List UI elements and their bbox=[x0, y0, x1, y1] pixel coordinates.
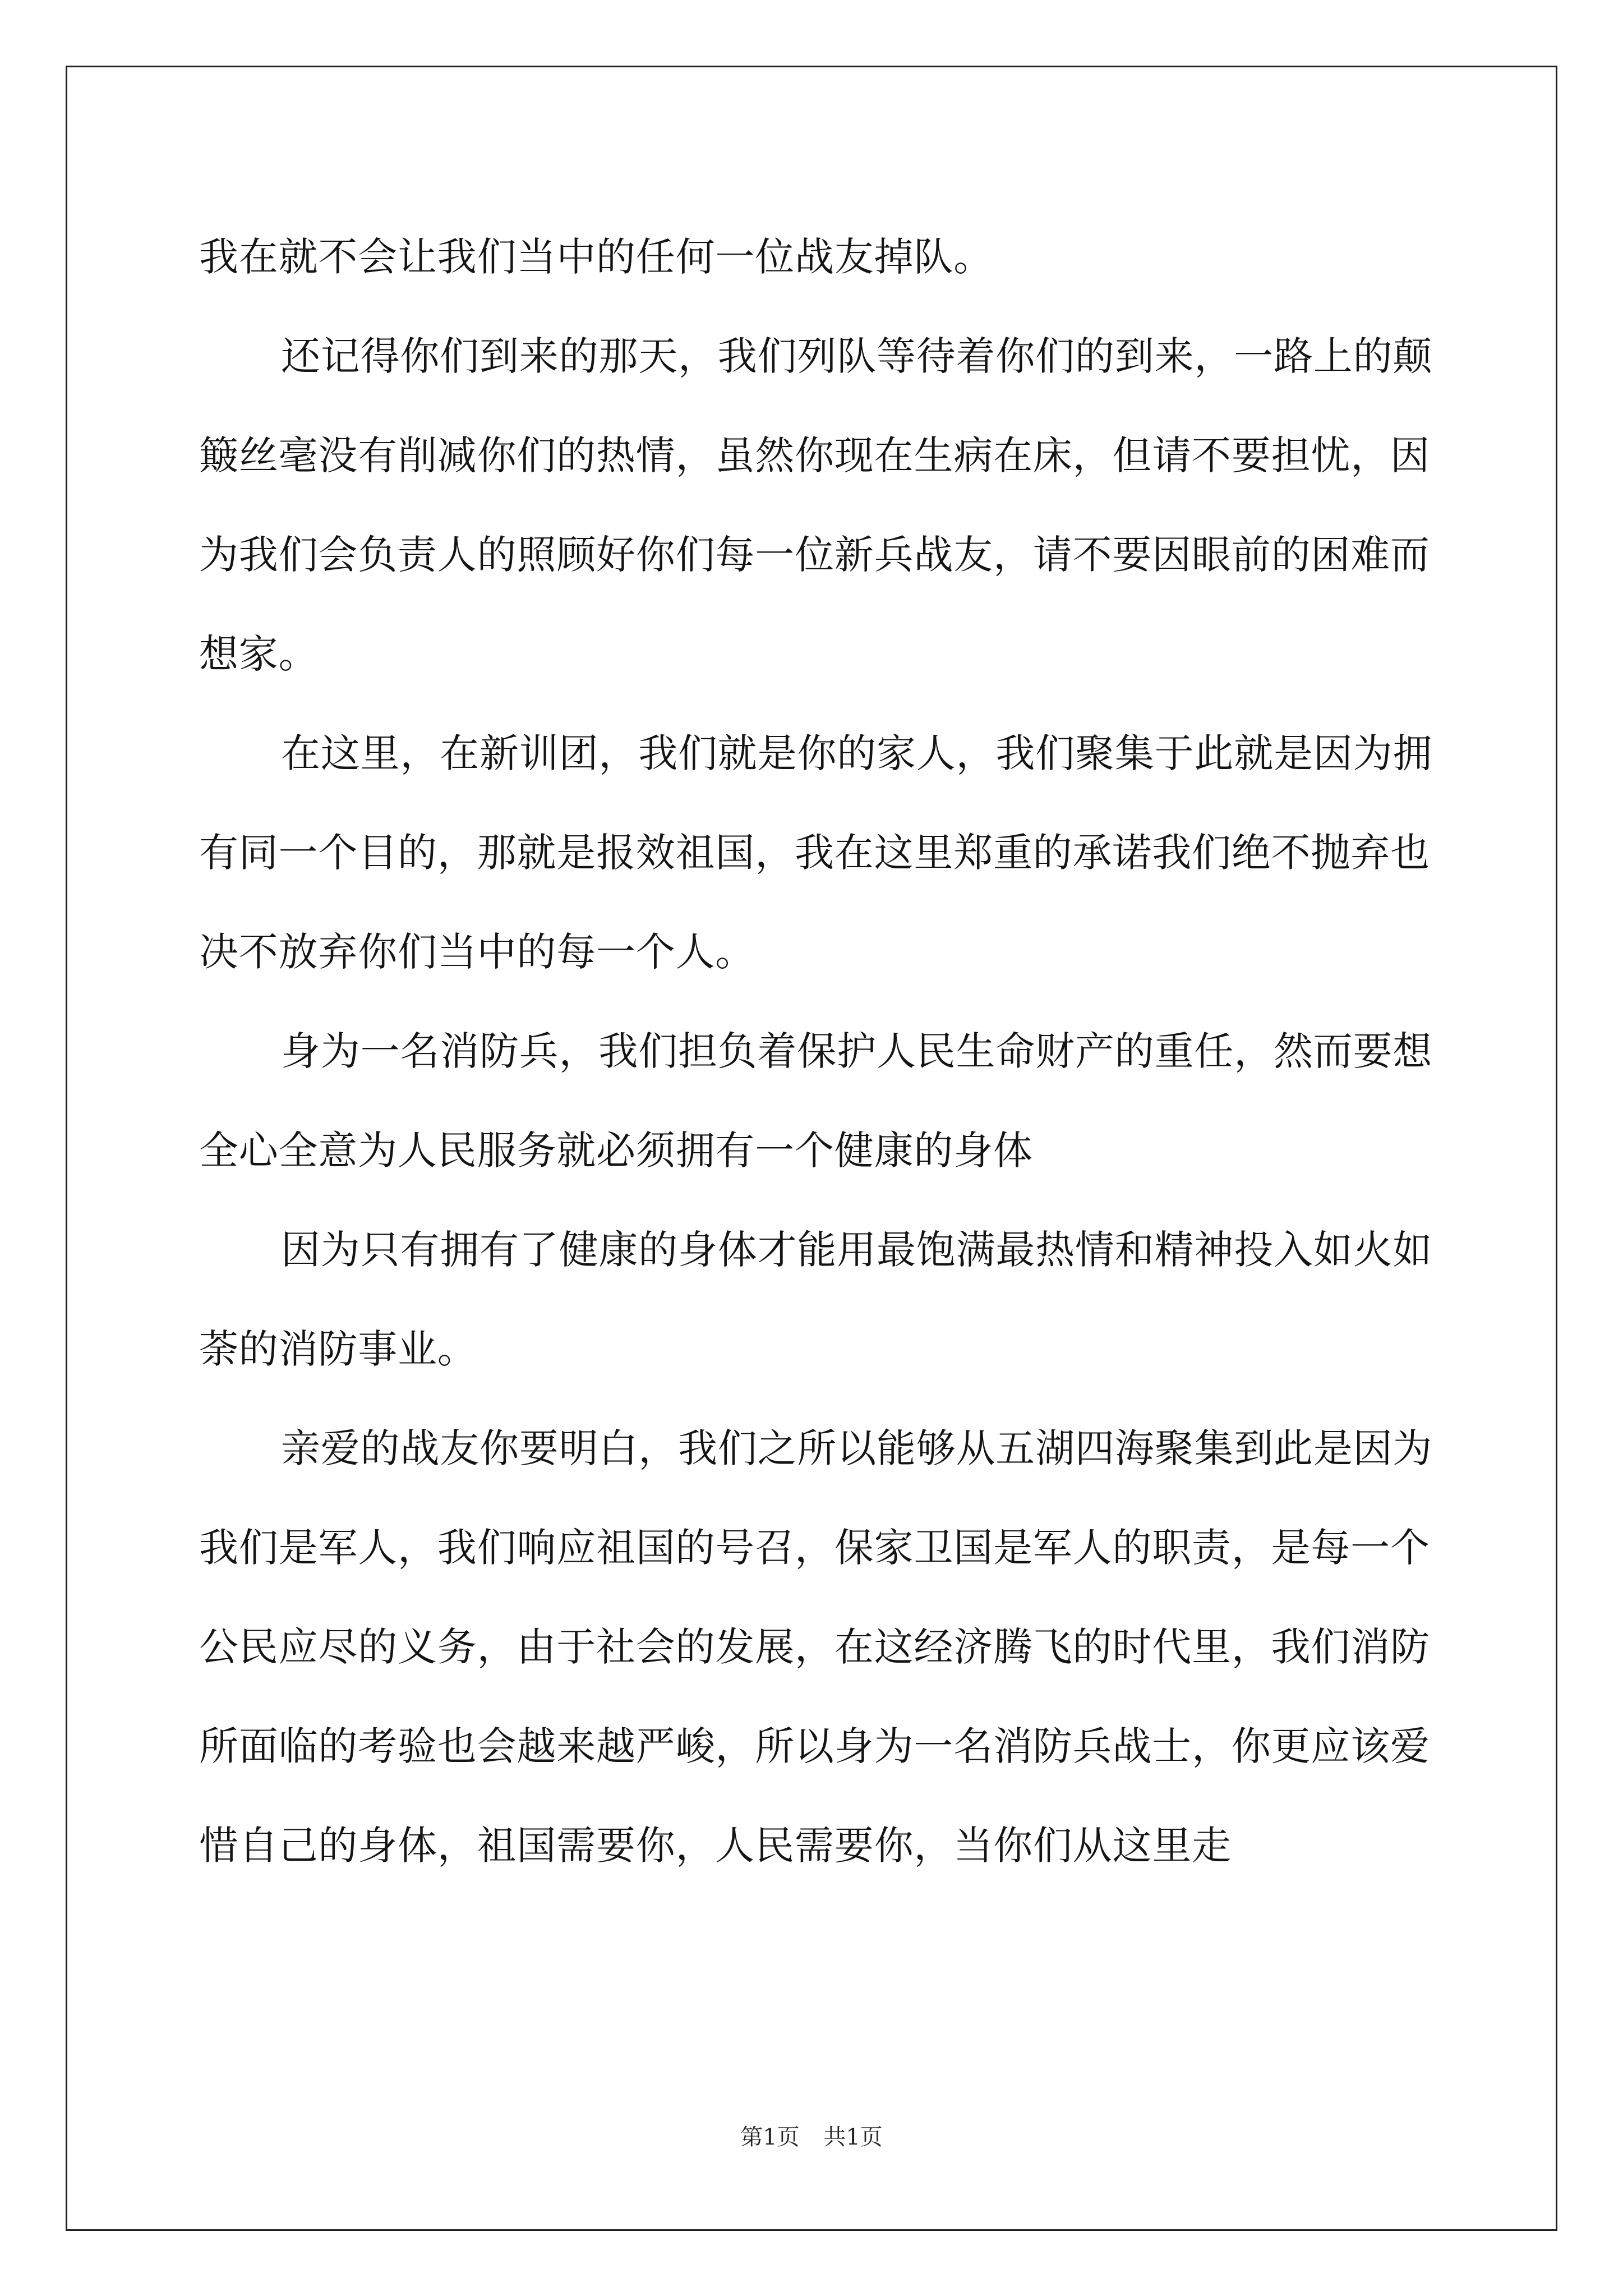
document-body bbox=[199, 208, 1461, 1895]
paragraph: 因为只有拥有了健康的身体才能用最饱满最热情和精神投入如火如荼的消防事业。 bbox=[199, 1227, 1433, 1372]
paragraph: 我在就不会让我们当中的任何一位战友掉队。 bbox=[199, 234, 993, 280]
page-footer: 第1页 共1页 bbox=[740, 2124, 883, 2150]
paragraph: 亲爱的战友你要明白，我们之所以能够从五湖四海聚集到此是因为我们是军人，我们响应祖国的号召，保家卫国是军人的职责，是每一个公民应尽的义务，由于社会的发展，在这经济腾飞的时代里，我们消防所面临的考验也会越来越严峻，所以身为一名消防兵战士，你更应该爱惜自己的身体，祖国需要你，人民需要你，当你们从这里走 bbox=[199, 1425, 1433, 1869]
paragraph: 还记得你们到来的那天，我们列队等待着你们的到来，一路上的颠簸丝毫没有削减你们的热情，虽然你现在生病在床，但请不要担忧，因为我们会负责人的照顾好你们每一位新兵战友，请不要因眼前的困难而想家。 bbox=[199, 333, 1433, 677]
paragraph: 在这里，在新训团，我们就是你的家人，我们聚集于此就是因为拥有同一个目的，那就是报效祖国，我在这里郑重的承诺我们绝不抛弃也决不放弃你们当中的每一个人。 bbox=[199, 730, 1433, 975]
paragraph: 身为一名消防兵，我们担负着保护人民生命财产的重任，然而要想全心全意为人民服务就必须拥有一个健康的身体 bbox=[199, 1028, 1433, 1174]
